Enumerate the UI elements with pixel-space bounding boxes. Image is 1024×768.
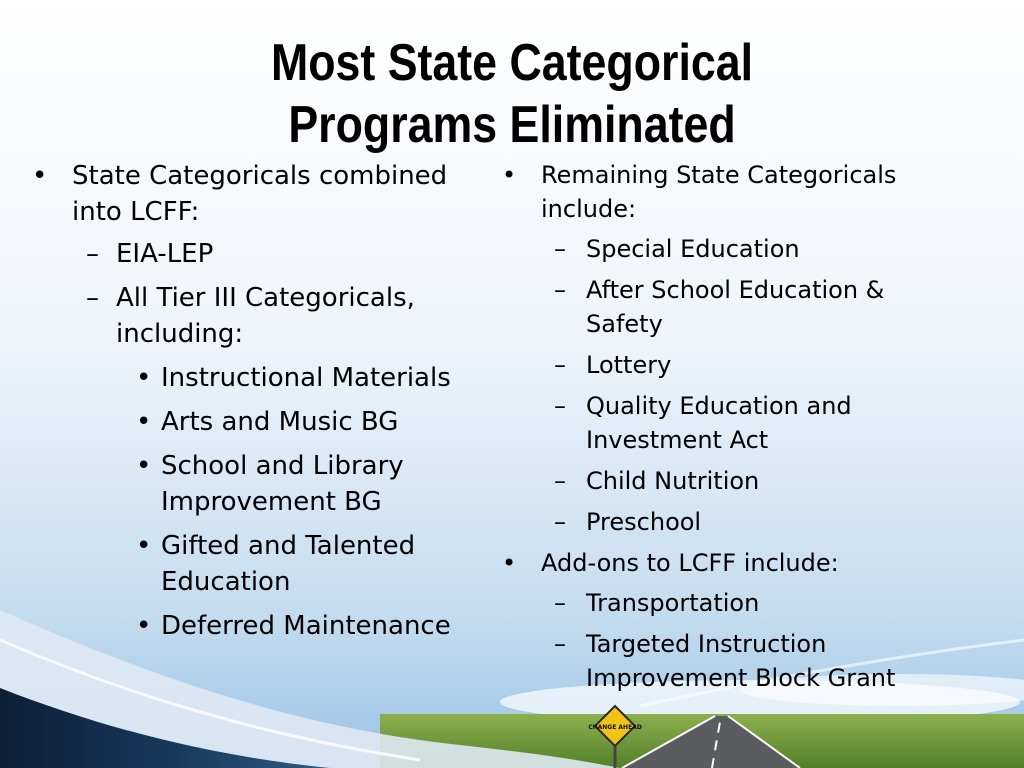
- dash-icon: –: [554, 392, 566, 420]
- left-sub-sub-item-label: Deferred Maintenance: [161, 611, 451, 641]
- left-sub-sub-item: [30, 360, 480, 396]
- right-bullet-2: [500, 546, 940, 580]
- left-heading: State Categoricals combined into LCFF:: [72, 161, 448, 227]
- left-sub-sub-item: [30, 448, 480, 520]
- dash-icon: –: [86, 239, 99, 269]
- left-sub-sub-item-label: Arts and Music BG: [161, 407, 399, 437]
- right-sub-item-label: Child Nutrition: [586, 467, 760, 495]
- right-sub-item-label: Transportation: [586, 589, 760, 617]
- dash-icon: –: [554, 467, 566, 495]
- dash-icon: –: [554, 508, 566, 536]
- left-sub-sub-item-label: Gifted and Talented Education: [161, 531, 416, 597]
- dash-icon: –: [554, 235, 566, 263]
- dash-icon: –: [554, 630, 566, 658]
- bullet-icon: •: [502, 161, 517, 189]
- left-sub-item: [30, 280, 480, 352]
- left-sub-sub-item: [30, 404, 480, 440]
- left-column: [30, 158, 480, 652]
- slide-title: [72, 32, 953, 156]
- left-sub-sub-item: [30, 528, 480, 600]
- dash-icon: –: [554, 589, 566, 617]
- left-sub-sub-item: [30, 608, 480, 644]
- title-line-1: Most State Categorical: [270, 34, 754, 92]
- left-sub-sub-item-label: School and Library Improvement BG: [161, 451, 404, 517]
- right-sub-item-label: After School Education & Safety: [586, 276, 885, 338]
- bullet-icon: •: [136, 451, 152, 481]
- bullet-icon: •: [32, 161, 48, 191]
- right-sub-item: [500, 273, 940, 341]
- right-sub-item: [500, 348, 940, 382]
- bullet-icon: •: [136, 531, 152, 561]
- right-sub-item-label: Lottery: [586, 351, 672, 379]
- left-bullet-1: [30, 158, 480, 230]
- right-sub-item: [500, 232, 940, 266]
- right-heading-2: Add-ons to LCFF include:: [541, 549, 839, 577]
- bullet-icon: •: [136, 407, 152, 437]
- right-sub-item-label: Targeted Instruction Improvement Block Grant: [586, 630, 896, 692]
- left-sub-sub-item-label: Instructional Materials: [161, 363, 451, 393]
- bullet-icon: •: [136, 611, 152, 641]
- right-sub-item: [500, 505, 940, 539]
- right-heading: Remaining State Categoricals include:: [541, 161, 897, 223]
- right-sub-item-label: Preschool: [586, 508, 702, 536]
- bullet-icon: •: [502, 549, 517, 577]
- left-sub-item-label: EIA-LEP: [116, 239, 214, 269]
- right-sub-item-label: Quality Education and Investment Act: [586, 392, 852, 454]
- right-sub-item: [500, 389, 940, 457]
- right-sub-item: [500, 627, 940, 695]
- left-sub-item: [30, 236, 480, 272]
- right-sub-item: [500, 464, 940, 498]
- left-sub-item-label: All Tier III Categoricals, including:: [116, 283, 415, 349]
- bullet-icon: •: [136, 363, 152, 393]
- right-sub-item-label: Special Education: [586, 235, 800, 263]
- dash-icon: –: [554, 351, 566, 379]
- dash-icon: –: [554, 276, 566, 304]
- right-sub-item: [500, 586, 940, 620]
- right-column: [500, 158, 940, 702]
- title-line-2: Programs Eliminated: [288, 96, 736, 154]
- sign-label: CHANGE AHEAD: [588, 724, 642, 731]
- dash-icon: –: [86, 283, 99, 313]
- right-bullet-1: [500, 158, 940, 226]
